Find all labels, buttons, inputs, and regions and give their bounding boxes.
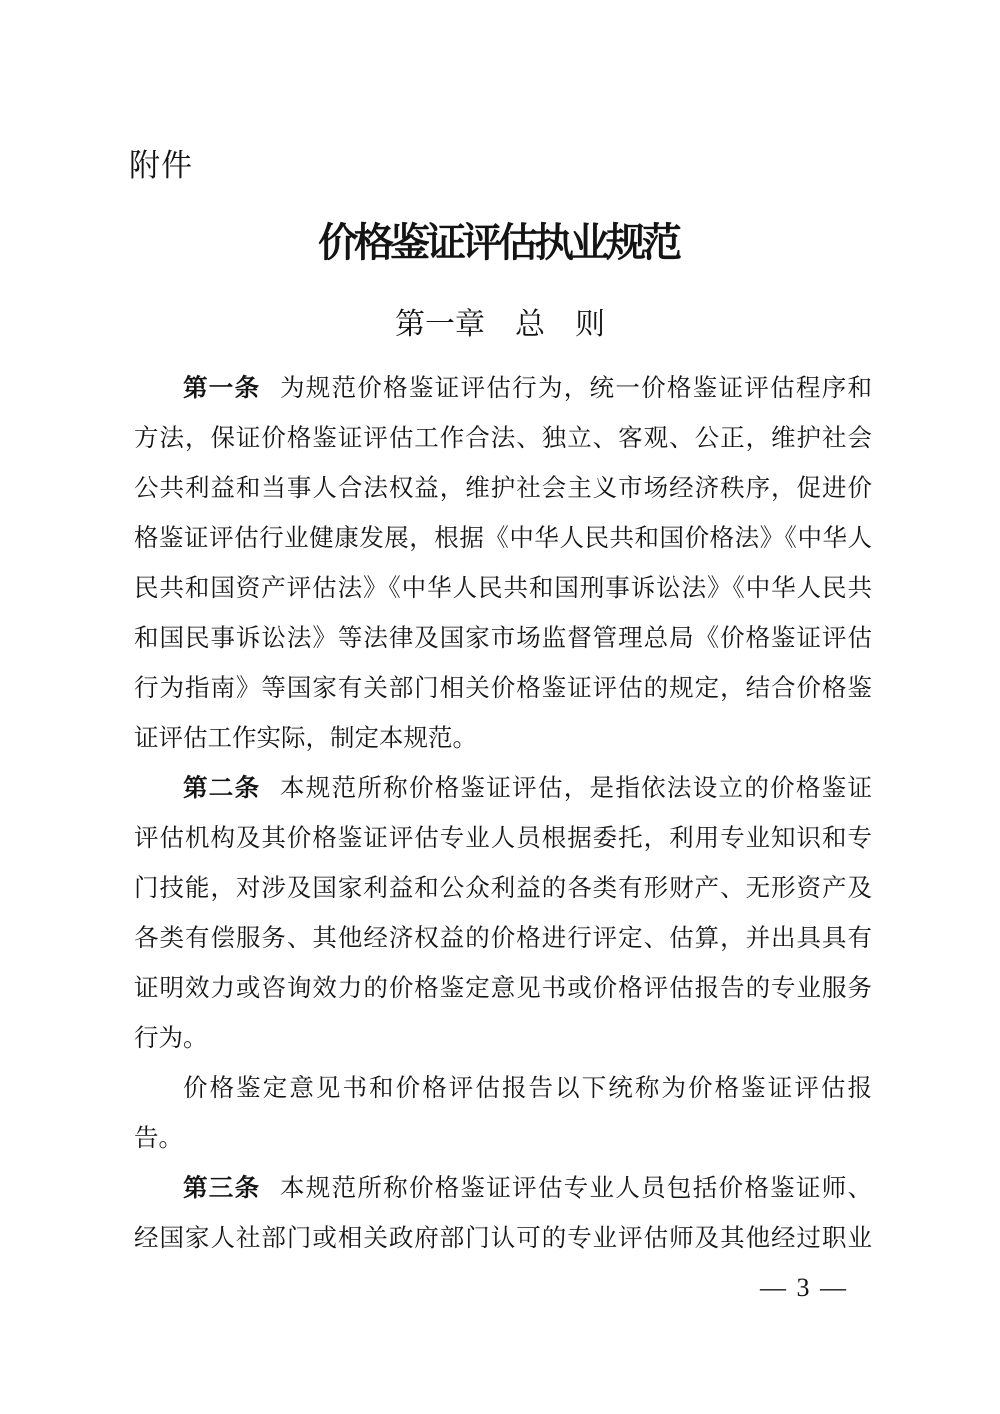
text-line: 评估机构及其价格鉴证评估专业人员根据委托，利用专业知识和专: [134, 825, 872, 852]
line-text: 本规范所称价格鉴证评估，是指依法设立的价格鉴证: [279, 775, 872, 802]
line-text: 本规范所称价格鉴证评估专业人员包括价格鉴证师、: [279, 1175, 872, 1202]
text-line: 证明效力或咨询效力的价格鉴定意见书或价格评估报告的专业服务: [134, 975, 872, 1002]
text-line: [134, 1164, 872, 1214]
text-line: 证评估工作实际，制定本规范。: [134, 725, 477, 752]
text-line: 经国家人社部门或相关政府部门认可的专业评估师及其他经过职业: [134, 1225, 872, 1252]
text-line: 价格鉴定意见书和价格评估报告以下统称为价格鉴证评估报: [183, 1075, 872, 1102]
text-line: 告。: [134, 1125, 183, 1152]
text-line: 门技能，对涉及国家利益和公众利益的各类有形财产、无形资产及: [134, 875, 872, 902]
text-line: [134, 364, 872, 414]
article-number: 第二条: [183, 775, 261, 802]
text-line: 各类有偿服务、其他经济权益的价格进行评定、估算，并出具具有: [134, 925, 872, 952]
text-line: 公共利益和当事人合法权益，维护社会主义市场经济秩序，促进价: [134, 475, 872, 502]
text-line: 民共和国资产评估法》《中华人民共和国刑事诉讼法》《中华人民共: [134, 575, 872, 602]
text-line: [134, 764, 872, 814]
article-number: 第一条: [183, 375, 261, 402]
attachment-label: 附件: [129, 148, 193, 183]
text-line: 方法，保证价格鉴证评估工作合法、独立、客观、公正，维护社会: [134, 425, 872, 452]
text-line: 行为。: [134, 1025, 208, 1052]
chapter-heading: 第一章 总 则: [395, 308, 605, 341]
paragraph-article-2: [134, 764, 872, 1064]
page-number: — 3 —: [760, 1273, 848, 1302]
paragraph-article-1: [134, 364, 872, 764]
line-text: 为规范价格鉴证评估行为，统一价格鉴证评估程序和: [279, 375, 872, 402]
text-line: 行为指南》等国家有关部门相关价格鉴证评估的规定，结合价格鉴: [134, 675, 872, 702]
paragraph-note: [134, 1064, 872, 1164]
paragraph-article-3: [134, 1164, 872, 1264]
text-line: 和国民事诉讼法》等法律及国家市场监督管理总局《价格鉴证评估: [134, 625, 872, 652]
document-title: 价格鉴证评估执业规范: [318, 220, 678, 265]
document-body: [134, 364, 872, 1264]
text-line: 格鉴证评估行业健康发展，根据《中华人民共和国价格法》《中华人: [134, 525, 872, 552]
article-number: 第三条: [183, 1175, 261, 1202]
